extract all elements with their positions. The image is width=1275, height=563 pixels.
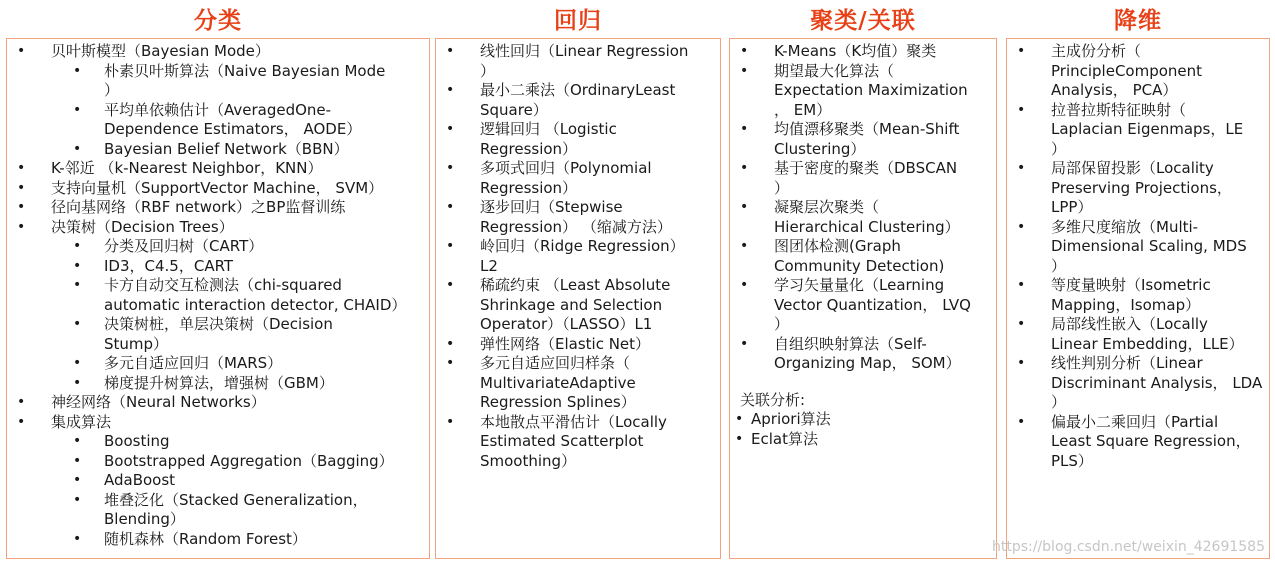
list-item: • 基于密度的聚类（DBSCAN ）: [730, 159, 996, 198]
list-item: • 局部保留投影（Locality Preserving Projections， LPP）: [1007, 159, 1269, 218]
list-item: • 神经网络（Neural Networks）: [7, 393, 429, 413]
list-item: • Boosting: [7, 432, 429, 452]
list-item: • 堆叠泛化（Stacked Generalization， Blending）: [7, 491, 429, 530]
dim-reduction-list: [1007, 42, 1269, 471]
list-item: • 凝聚层次聚类（ Hierarchical Clustering）: [730, 198, 996, 237]
list-item: • 随机森林（Random Forest）: [7, 530, 429, 550]
list-item: • 决策树桩，单层决策树（Decision Stump）: [7, 315, 429, 354]
panel-clustering: [729, 38, 997, 559]
list-item: • 本地散点平滑估计（Locally Estimated Scatterplot Smoothing）: [436, 413, 720, 472]
list-item: • 等度量映射（Isometric Mapping，Isomap）: [1007, 276, 1269, 315]
list-item: • 平均单依赖估计（AveragedOne- Dependence Estimators， AODE）: [7, 101, 429, 140]
list-item: • 线性判别分析（Linear Discriminant Analysis， LDA ）: [1007, 354, 1269, 413]
classification-list: [7, 42, 429, 549]
list-item: • 期望最大化算法（ Expectation Maximization ， EM）: [730, 62, 996, 121]
list-item: • 朴素贝叶斯算法（Naive Bayesian Mode ）: [7, 62, 429, 101]
column-title-classification: 分类: [194, 8, 242, 34]
list-item: • Apriori算法: [730, 410, 996, 430]
panel-dim-reduction: [1006, 38, 1270, 559]
list-item: • 拉普拉斯特征映射（ Laplacian Eigenmaps，LE ）: [1007, 101, 1269, 160]
list-item: • 卡方自动交互检测法（chi-squared automatic interaction detector, CHAID）: [7, 276, 429, 315]
list-item: • 决策树（Decision Trees）: [7, 218, 429, 238]
list-item: • 支持向量机（SupportVector Machine， SVM）: [7, 179, 429, 199]
list-item: • Eclat算法: [730, 430, 996, 450]
list-item: • 最小二乘法（OrdinaryLeast Square）: [436, 81, 720, 120]
list-item: • 多项式回归（Polynomial Regression）: [436, 159, 720, 198]
list-item: • 岭回归（Ridge Regression） L2: [436, 237, 720, 276]
list-item: • 线性回归（Linear Regression ）: [436, 42, 720, 81]
association-subhead: 关联分析:: [740, 390, 806, 409]
list-item: • 主成份分析（ PrincipleComponent Analysis， PCA）: [1007, 42, 1269, 101]
list-item: • 梯度提升树算法，增强树（GBM）: [7, 374, 429, 394]
list-item: • 集成算法: [7, 413, 429, 433]
column-title-clustering: 聚类/关联: [810, 8, 916, 34]
list-item: • K-邻近 （k-Nearest Neighbor，KNN）: [7, 159, 429, 179]
list-item: • K-Means（K均值）聚类: [730, 42, 996, 62]
panel-classification: [6, 38, 430, 559]
list-item: • 偏最小二乘回归（Partial Least Square Regression， PLS）: [1007, 413, 1269, 472]
list-item: • 多元自适应回归（MARS）: [7, 354, 429, 374]
panel-regression: [435, 38, 721, 559]
list-item: • Bayesian Belief Network（BBN）: [7, 140, 429, 160]
list-item: • 学习矢量量化（Learning Vector Quantization， LVQ ）: [730, 276, 996, 335]
list-item: • 稀疏约束 （Least Absolute Shrinkage and Selection Operator）（LASSO）L1: [436, 276, 720, 335]
list-item: • 自组织映射算法（Self- Organizing Map， SOM）: [730, 335, 996, 374]
list-item: • 多维尺度缩放（Multi- Dimensional Scaling, MDS ）: [1007, 218, 1269, 277]
list-item: • AdaBoost: [7, 471, 429, 491]
list-item: • 逐步回归（Stepwise Regression） （缩减方法）: [436, 198, 720, 237]
list-item: • 贝叶斯模型（Bayesian Mode）: [7, 42, 429, 62]
column-title-dim-reduction: 降维: [1114, 8, 1162, 34]
list-item: • 多元自适应回归样条（ MultivariateAdaptive Regression Splines）: [436, 354, 720, 413]
list-item: • 均值漂移聚类（Mean-Shift Clustering）: [730, 120, 996, 159]
regression-list: [436, 42, 720, 471]
list-item: • 分类及回归树（CART）: [7, 237, 429, 257]
clustering-list: [730, 42, 996, 374]
association-list: [730, 410, 996, 449]
list-item: • 弹性网络（Elastic Net）: [436, 335, 720, 355]
list-item: • 图团体检测(Graph Community Detection): [730, 237, 996, 276]
list-item: • 局部线性嵌入（Locally Linear Embedding，LLE）: [1007, 315, 1269, 354]
list-item: • 逻辑回归 （Logistic Regression）: [436, 120, 720, 159]
watermark: https://blog.csdn.net/weixin_42691585: [991, 539, 1265, 555]
column-title-regression: 回归: [554, 8, 602, 34]
list-item: • 径向基网络（RBF network）之BP监督训练: [7, 198, 429, 218]
list-item: • ID3，C4.5，CART: [7, 257, 429, 277]
list-item: • Bootstrapped Aggregation（Bagging）: [7, 452, 429, 472]
